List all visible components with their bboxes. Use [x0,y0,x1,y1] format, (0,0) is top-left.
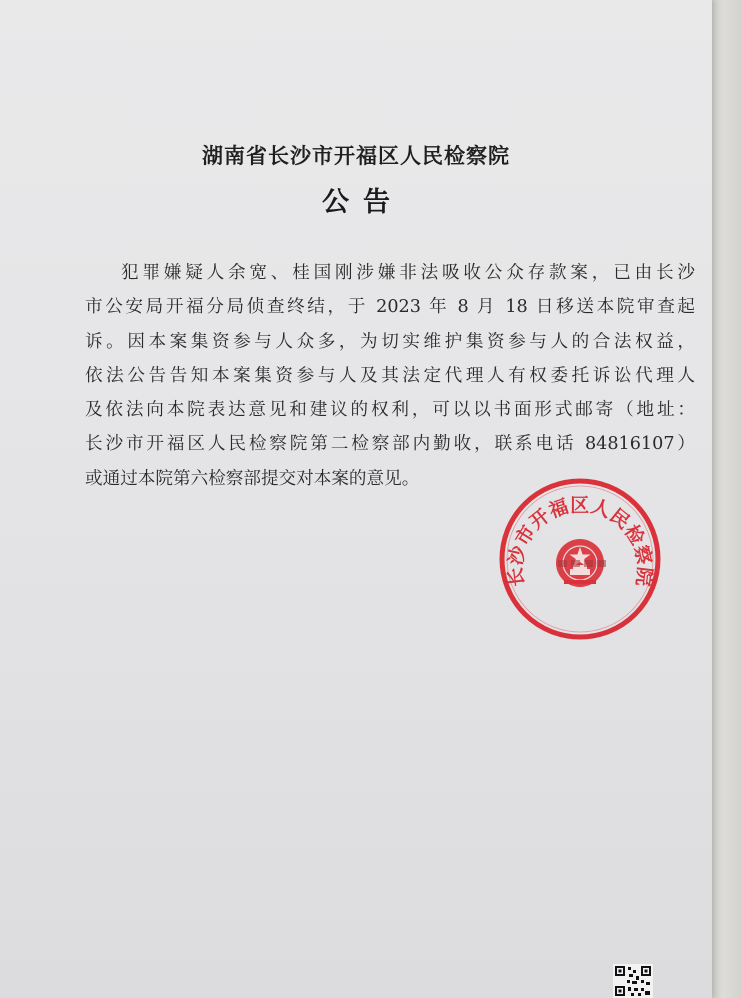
body-line: 市公安局开福分局侦查终结，于 2023 年 8 月 18 日移送本院审查起 [85,297,695,318]
org-title: 湖南省长沙市开福区人民检察院 [202,143,510,168]
body-line: 或通过本院第六检察部提交对本案的意见。 [85,468,420,489]
body-line: 长沙市开福区人民检察院第二检察部内勤收，联系电话 84816107） [85,434,695,455]
paper-edge [712,0,741,998]
official-seal [498,477,662,641]
document-title: 公告 [322,187,404,218]
body-line: 及依法向本院表达意见和建议的权利，可以以书面形式邮寄（地址： [85,400,695,421]
seal-text: 长沙市开福区人民检察院 [504,494,656,588]
qr-code-icon [613,964,653,998]
body-line: 依法公告告知本案集资参与人及其法定代理人有权委托诉讼代理人 [85,365,695,386]
announcement-body [85,256,695,496]
body-line: 犯罪嫌疑人余宽、桂国刚涉嫌非法吸收公众存款案，已由长沙 [121,263,695,283]
body-line: 诉。因本案集资参与人众多，为切实维护集资参与人的合法权益， [85,331,695,352]
